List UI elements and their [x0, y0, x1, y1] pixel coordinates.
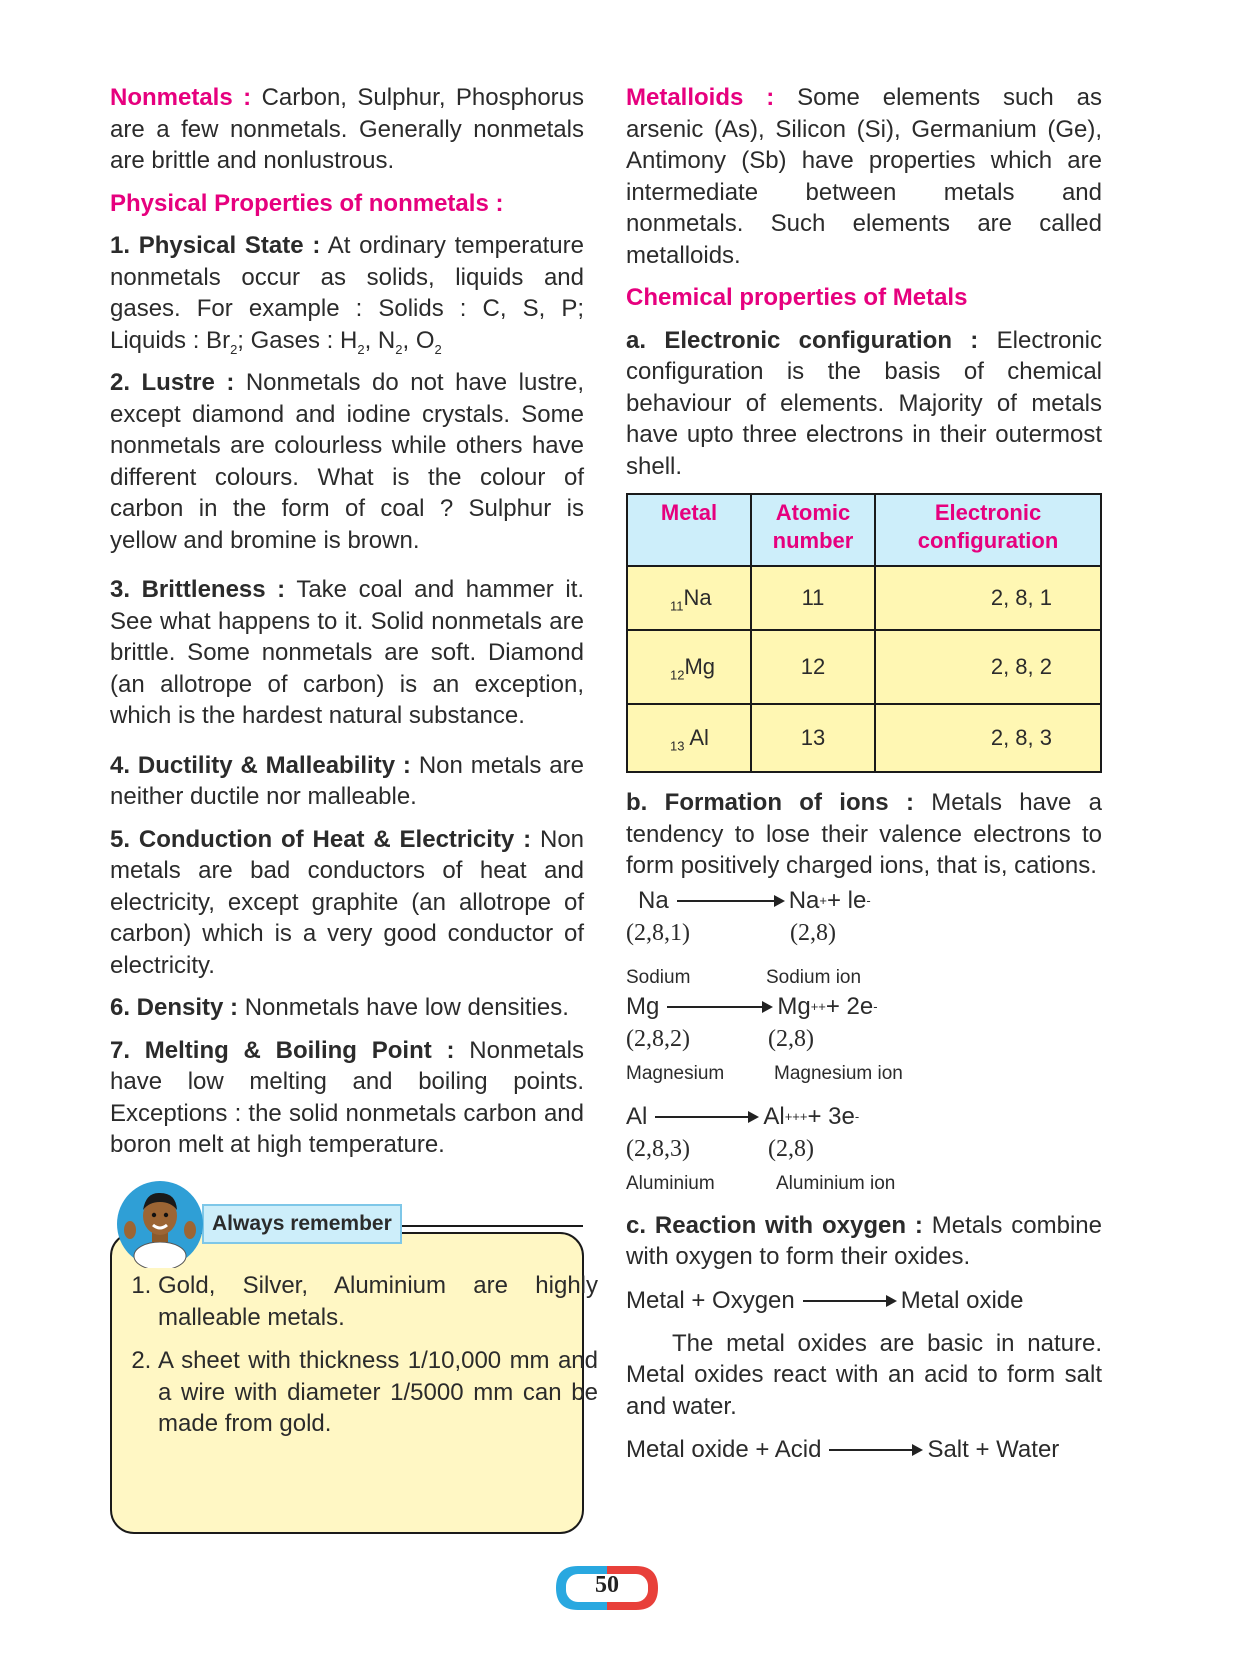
atomic-number-cell: 13 — [751, 704, 875, 772]
melting-para: 7. Melting & Boiling Point : Nonmetals have low melting and boiling points. Exceptions : the solid nonmetals carbon and boron melt at high temperature. — [110, 1036, 584, 1158]
ductility-para: 4. Ductility & Malleability : Non metals are neither ductile nor malleable. — [110, 751, 584, 810]
table-row — [627, 630, 1101, 704]
physical-state-para: 1. Physical State : At ordinary temperature nonmetals occur as solids, liquids and gases. For example : Solids : C, S, P; Liquids : $Br_2$; Gases : $H_2$, $N_2$, $O_2$ — [110, 232, 584, 357]
arrow-icon — [829, 1449, 921, 1451]
metal-oxygen-equation: Metal + Oxygen Metal oxide — [626, 1286, 1024, 1314]
density-para: 6. Density : Nonmetals have low densities. — [110, 994, 569, 1021]
chemical-properties-heading: Chemical properties of Metals — [626, 284, 968, 311]
aluminium-ion-equation: Al Al +++ + 3e - (2,8,3) (2,8) Aluminium Aluminium ion — [626, 1102, 896, 1194]
metal-oxides-para: The metal oxides are basic in nature. Metal oxides react with an acid to form salt and water. — [626, 1329, 1102, 1420]
electronic-config-para: a. Electronic configuration : Electronic configuration is the basis of chemical behaviour of elements. Majority of metals have upto three electrons in their outermost shell. — [626, 326, 1102, 480]
formation-of-ions-para: b. Formation of ions : Metals have a tendency to lose their valence electrons to form positively charged ions, that is, cations. — [626, 789, 1102, 879]
arrow-icon — [803, 1300, 895, 1302]
left-column — [110, 82, 584, 1172]
right-column — [626, 82, 1102, 1467]
config-cell: 2, 8, 3 — [875, 704, 1101, 772]
boy-illustration-icon — [116, 1180, 204, 1268]
physical-properties-heading: Physical Properties of nonmetals : — [110, 189, 504, 217]
config-cell: 2, 8, 1 — [875, 566, 1101, 630]
remember-item: 2. A sheet with thickness 1/10,000 mm and a wire with diameter 1/5000 mm can be made from gold. — [158, 1345, 598, 1440]
remember-list — [126, 1270, 598, 1452]
arrow-icon — [677, 900, 783, 902]
oxide-acid-equation: Metal oxide + Acid Salt + Water — [626, 1436, 1060, 1464]
table-header: Metal — [627, 494, 751, 566]
always-remember-box — [110, 1232, 598, 1534]
metal-cell: $_{11}$Na — [627, 566, 751, 630]
always-remember-title: Always remember — [202, 1204, 402, 1244]
sodium-ion-equation: Na Na + + le - (2,8,1) (2,8) Sodium Sodium ion — [626, 886, 871, 988]
conduction-para: 5. Conduction of Heat & Electricity : Non metals are bad conductors of heat and electricity, except graphite (an allotrope of carbon) which is a very good conductor of electricity. — [110, 825, 585, 979]
table-row — [627, 704, 1101, 772]
table-header: Atomic number — [751, 494, 875, 566]
remember-divider — [395, 1225, 583, 1227]
nonmetals-para: Nonmetals : Carbon, Sulphur, Phosphorus are a few nonmetals. Generally nonmetals are brittle and nonlustrous. — [110, 84, 585, 174]
table-row — [627, 566, 1101, 630]
remember-item: 1. Gold, Silver, Aluminium are highly malleable metals. — [158, 1270, 598, 1333]
metalloids-para: Metalloids : Some elements such as arsenic (As), Silicon (Si), Germanium (Ge), Antimony (Sb) have properties which are intermediate between metals and nonmetals. Such elements are called metalloids. — [626, 84, 1102, 269]
table-header-row — [627, 494, 1101, 566]
atomic-number-cell: 12 — [751, 630, 875, 704]
metals-table — [626, 493, 1102, 773]
reaction-with-oxygen-para: c. Reaction with oxygen : Metals combine with oxygen to form their oxides. — [626, 1211, 1103, 1270]
lustre-para: 2. Lustre : Nonmetals do not have lustre, except diamond and iodine crystals. Some nonmetals are colourless while others have different colours. What is the colour of carbon in the form of coal ? Sulphur is yellow and bromine is brown. — [110, 369, 584, 554]
metal-cell: $_{13}$ Al — [627, 704, 751, 772]
brittleness-para: 3. Brittleness : Take coal and hammer it. See what happens to it. Solid nonmetals are brittle. Some nonmetals are soft. Diamond (an allotrope of carbon) is an exception, which is the hardest natural substance. — [110, 576, 585, 729]
config-cell: 2, 8, 2 — [875, 630, 1101, 704]
table-header: Electronic configuration — [875, 494, 1101, 566]
arrow-icon — [655, 1116, 757, 1118]
atomic-number-cell: 11 — [751, 566, 875, 630]
metal-cell: $_{12}$Mg — [627, 630, 751, 704]
arrow-icon — [667, 1006, 771, 1008]
page-number: 50 — [595, 1572, 619, 1598]
page-number-badge — [552, 1562, 662, 1614]
magnesium-ion-equation: Mg Mg ++ + 2e - (2,8,2) (2,8) Magnesium Magnesium ion — [626, 992, 903, 1084]
